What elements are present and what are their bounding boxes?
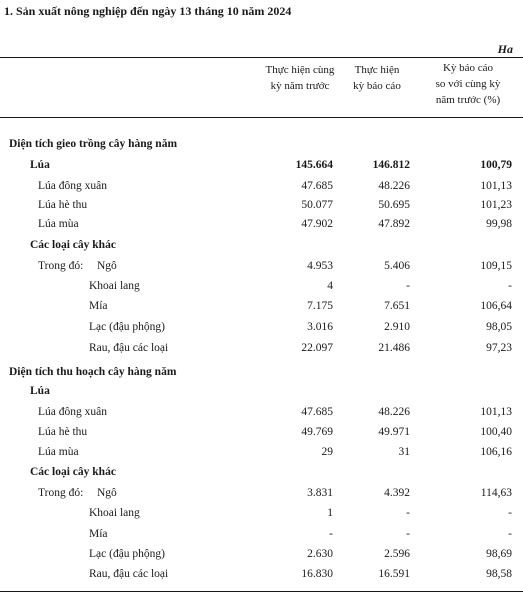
cell-current: 48.226 (378, 180, 410, 192)
cell-ratio: - (508, 528, 512, 540)
cell-prev-year: 47.685 (301, 180, 333, 192)
subsection-label: Các loại cây khác (30, 466, 116, 478)
table-row (0, 381, 523, 401)
row-label: Lúa đông xuân (38, 406, 107, 418)
cell-prev-year: 1 (327, 507, 333, 519)
header-prev-year-line2: kỳ năm trước (270, 80, 330, 92)
cell-ratio: 101,23 (480, 199, 512, 211)
cell-prev-year: 3.831 (307, 487, 333, 499)
row-label: Lúa mùa (38, 446, 79, 458)
cell-ratio: - (508, 280, 512, 292)
table-row (0, 442, 523, 462)
row-label: Lạc (đậu phộng) (89, 548, 165, 560)
table-row (0, 544, 523, 564)
cell-ratio: 101,13 (480, 406, 512, 418)
cell-current: 49.971 (378, 426, 410, 438)
cell-prev-year: 49.769 (301, 426, 333, 438)
header-ratio-line1: Kỳ báo cáo (442, 62, 494, 74)
row-label: Mía (89, 300, 108, 312)
cell-prev-year: 29 (321, 446, 333, 458)
row-label: Rau, đậu các loại (89, 568, 169, 580)
cell-current: 31 (398, 446, 410, 458)
cell-current: 47.892 (378, 218, 410, 230)
header-current-line1: Thực hiện (354, 64, 400, 76)
row-label: Ngô (97, 487, 117, 499)
header-ratio-line3: năm trước (%) (435, 94, 501, 106)
row-label: Khoai lang (89, 280, 140, 292)
table-row (0, 524, 523, 544)
header-current (342, 62, 412, 94)
cell-prev-year: 47.685 (301, 406, 333, 418)
cell-ratio: 100,40 (480, 426, 512, 438)
table-row (0, 276, 523, 296)
section-planted (0, 134, 523, 154)
cell-current: 16.591 (378, 568, 410, 580)
cell-ratio: 99,98 (486, 218, 512, 230)
cell-ratio: 106,16 (480, 446, 512, 458)
cell-prev-year: 47.902 (301, 218, 333, 230)
table-row (0, 422, 523, 442)
table-row (0, 564, 523, 584)
subsection-other-crops (0, 235, 523, 255)
cell-prev-year: 145.664 (295, 159, 333, 171)
section-label: Diện tích thu hoạch cây hàng năm (9, 366, 177, 378)
cell-ratio: 98,58 (486, 568, 512, 580)
row-label: Lúa hè thu (38, 426, 88, 438)
cell-current: 48.226 (378, 406, 410, 418)
table-row (0, 214, 523, 234)
cell-prev-year: 50.077 (301, 199, 333, 211)
header-current-line2: kỳ báo cáo (353, 80, 401, 92)
cell-ratio: - (508, 507, 512, 519)
row-label: Lúa (30, 159, 50, 171)
table-row (0, 176, 523, 196)
cell-prev-year: 4 (327, 280, 333, 292)
table-row (0, 402, 523, 422)
header-prev-year (255, 62, 345, 94)
table-row (0, 256, 523, 276)
cell-ratio: 98,69 (486, 548, 512, 560)
cell-current: 146.812 (372, 159, 410, 171)
row-label: Lúa đông xuân (38, 180, 107, 192)
cell-current: - (406, 507, 410, 519)
header-bottom-rule (0, 117, 523, 118)
cell-prev-year: - (329, 528, 333, 540)
row-label: Rau, đậu các loại (89, 342, 169, 354)
cell-current: 2.910 (384, 321, 410, 333)
row-label: Khoai lang (89, 507, 140, 519)
cell-current: - (406, 280, 410, 292)
cell-prev-year: 16.830 (301, 568, 333, 580)
cell-ratio: 106,64 (480, 300, 512, 312)
row-label: Lạc (đậu phộng) (89, 321, 165, 333)
cell-current: - (406, 528, 410, 540)
cell-ratio: 100,79 (480, 159, 512, 171)
cell-prev-year: 22.097 (301, 342, 333, 354)
row-label: Lúa mùa (38, 218, 79, 230)
cell-ratio: 98,05 (486, 321, 512, 333)
cell-prev-year: 3.016 (307, 321, 333, 333)
cell-current: 2.596 (384, 548, 410, 560)
cell-current: 50.695 (378, 199, 410, 211)
cell-current: 7.651 (384, 300, 410, 312)
document-title: 1. Sản xuất nông nghiệp đến ngày 13 tháng 10 năm 2024 (4, 4, 292, 18)
header-ratio-line2: so với cùng kỳ (435, 78, 501, 90)
table-row (0, 296, 523, 316)
row-label: Ngô (97, 260, 117, 272)
subsection-label: Các loại cây khác (30, 239, 116, 251)
row-label: Lúa (30, 385, 50, 397)
row-prefix: Trong đó: (38, 260, 84, 272)
cell-current: 4.392 (384, 487, 410, 499)
row-prefix: Trong đó: (38, 487, 84, 499)
row-label: Mía (89, 528, 108, 540)
header-top-rule (0, 57, 523, 58)
header-ratio (418, 60, 518, 108)
table-row (0, 317, 523, 337)
table-row (0, 503, 523, 523)
table-row (0, 338, 523, 358)
cell-ratio: 101,13 (480, 180, 512, 192)
section-label: Diện tích gieo trồng cây hàng năm (9, 138, 178, 150)
subsection-other-crops (0, 462, 523, 482)
cell-ratio: 109,15 (480, 260, 512, 272)
table-row (0, 195, 523, 215)
cell-ratio: 114,63 (480, 487, 512, 499)
cell-prev-year: 2.630 (307, 548, 333, 560)
header-prev-year-line1: Thực hiện cùng (265, 64, 335, 76)
table-row (0, 483, 523, 503)
cell-current: 5.406 (384, 260, 410, 272)
table-bottom-rule (0, 591, 523, 592)
row-label: Lúa hè thu (38, 199, 88, 211)
cell-prev-year: 7.175 (307, 300, 333, 312)
cell-current: 21.486 (378, 342, 410, 354)
section-harvested (0, 362, 523, 382)
unit-label: Ha (497, 42, 513, 56)
table-row (0, 155, 523, 175)
cell-prev-year: 4.953 (307, 260, 333, 272)
cell-ratio: 97,23 (486, 342, 512, 354)
